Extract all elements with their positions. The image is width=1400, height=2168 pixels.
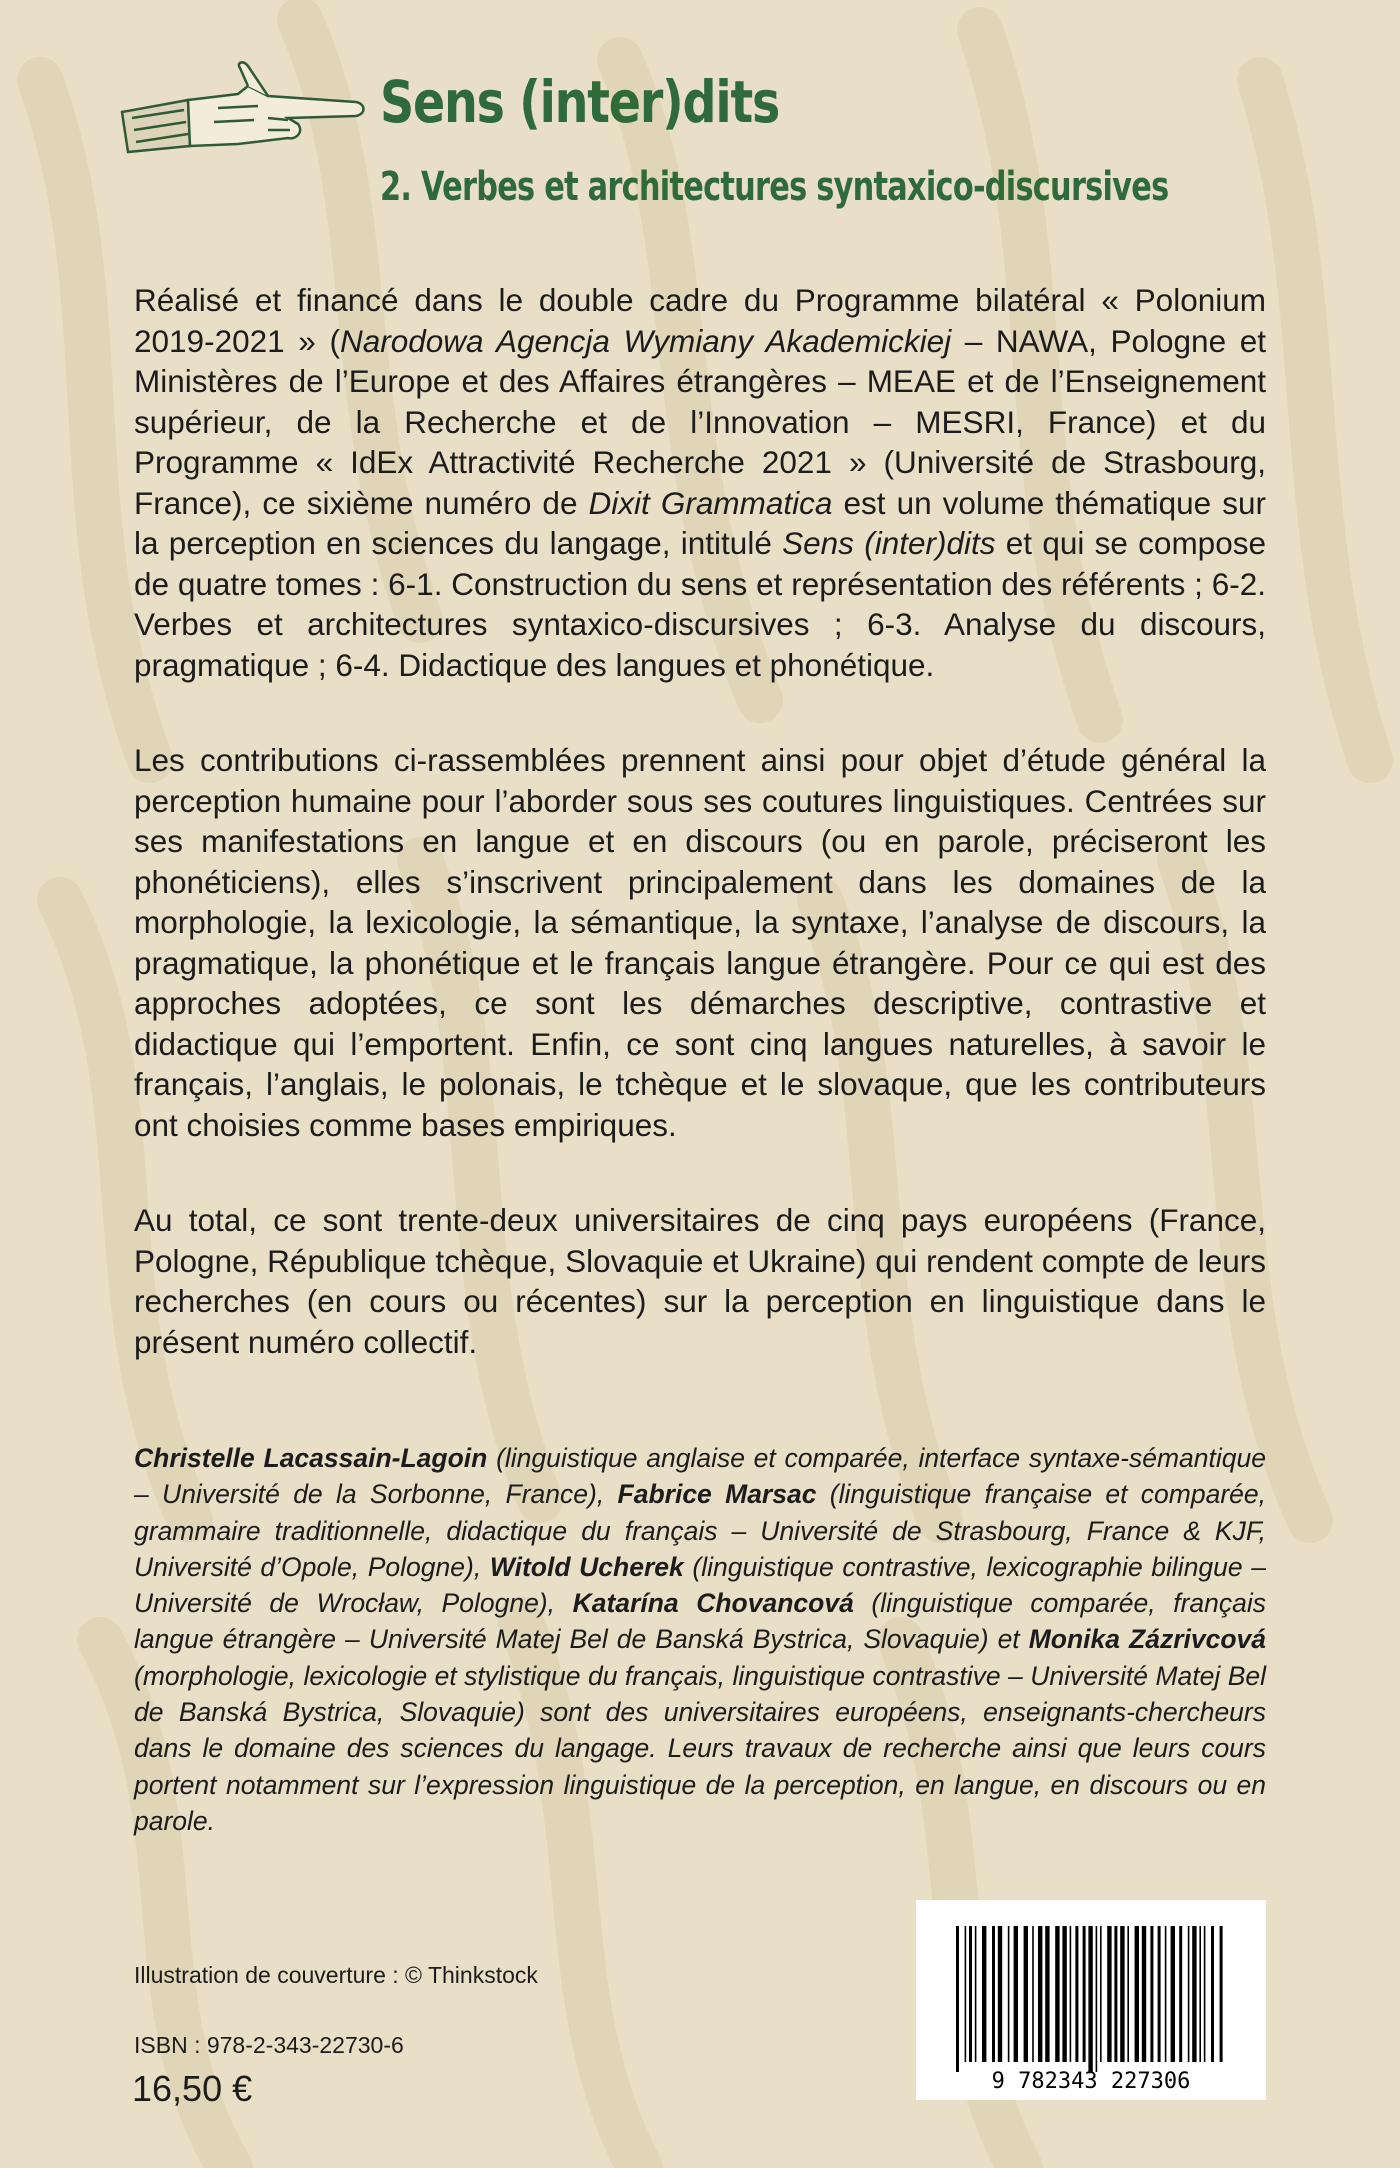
barcode-bar: [1100, 1926, 1102, 2062]
summary-paragraph-3: [134, 1200, 1266, 1362]
author-name: Fabrice Marsac: [617, 1479, 817, 1510]
barcode-bar: [1038, 1926, 1042, 2062]
text-run: Les contributions ci-rassemblées prennent ainsi pour objet d’étude général la perception humaine pour l’aborder sous ses coutures linguistiques. Centrées sur ses manifestations en langue et en discours (ou en parole, préciseront les phonéticiens), elles s’inscrivent principalement dans les domaines de la morphologie, la lexicologie, la sémantique, la syntaxe, l’analyse de discours, la pragmatique, la phonétique et le français langue étrangère. Pour ce qui est des approches adoptées, ce sont les démarches descriptive, contrastive et didactique qui l’emportent. Enfin, ce sont cinq langues naturelles, à savoir le français, l’anglais, le polonais, le tchèque et le slovaque, que les contributeurs ont choisies comme bases empiriques.: [134, 742, 1266, 1143]
text-run: (linguistique anglaise et comparée, interface syntaxe-sémantique – Université de la Sorbonne, France),: [134, 1443, 1266, 1510]
barcode-bar: [1188, 1926, 1190, 2062]
barcode-bar: [1045, 1926, 1049, 2062]
barcode-bar: [992, 1926, 995, 2062]
text-run: est un volume thématique sur la perception en sciences du langage, intitulé: [134, 484, 1266, 561]
text-run: (linguistique contrastive, lexicographie bilingue – Université de Wrocław, Pologne),: [134, 1551, 1267, 1619]
barcode-bar: [1142, 1926, 1146, 2062]
text-run: (linguistique comparée, français langue étrangère – Université Matej Bel de Banská Bystrica, Slovaquie) et: [134, 1588, 1266, 1655]
italic-text: Sens (inter)dits: [782, 525, 996, 561]
book-title: Sens (inter)dits: [380, 68, 780, 136]
barcode-bar: [1014, 1926, 1018, 2062]
italic-text: Dixit Grammatica: [588, 484, 833, 521]
author-name: Christelle Lacassain-Lagoin: [134, 1443, 488, 1473]
barcode-bar: [1083, 1926, 1086, 2062]
barcode-bar: [1062, 1926, 1066, 2062]
barcode-bar: [1211, 1926, 1214, 2062]
barcode-bar: [1165, 1926, 1167, 2062]
barcode-bar: [1220, 1926, 1223, 2062]
text-run: (linguistique française et comparée, grammaire traditionnelle, didactique du français – Université de Strasbourg, France & KJF, Université d’Opole, Pologne),: [134, 1479, 1266, 1582]
barcode-bar: [1204, 1926, 1206, 2062]
text-run: Réalisé et financé dans le double cadre du Programme bilatéral « Polonium 2019-2021 » (: [134, 282, 1266, 359]
barcode-bar: [1008, 1926, 1010, 2062]
barcode-bar: [1158, 1926, 1161, 2062]
barcode-bar: [1096, 1926, 1098, 2072]
barcode-bar: [1171, 1926, 1175, 2062]
barcode-bar: [1135, 1926, 1139, 2062]
barcode-bar: [1199, 1926, 1201, 2062]
barcode-bar: [998, 1926, 1002, 2062]
cover-illustration-credit: Illustration de couverture : © Thinkstock: [134, 1962, 538, 1988]
summary-paragraph-1: [134, 280, 1266, 685]
barcode-bar: [1075, 1926, 1078, 2062]
author-name: Witold Ucherek: [489, 1551, 684, 1582]
barcode-digits: 9 782343 227306: [991, 2069, 1191, 2094]
text-run: – NAWA, Pologne et Ministères de l’Europe et des Affaires étrangères – MEAE et de l’Enseignement supérieur, de la Recherche et de l’Innovation – MESRI, France) et du Programme « IdEx Attractivité Recherche 2021 » (Université de Strasbourg, France), ce sixième numéro de: [134, 322, 1267, 521]
italic-text: Narodowa Agencja Wymiany Akademickiej: [339, 322, 952, 359]
summary-paragraph-2: [134, 740, 1266, 1145]
text-run: (morphologie, lexicologie et stylistique du français, linguistique contrastive – Université Matej Bel de Banská Bystrica, Slovaquie) sont des universitaires européens, enseignants-chercheurs dans le domaine des sciences du langage. Leurs travaux de recherche ainsi que leurs cours portent notamment sur l’expression linguistique de la perception, en langue, en discours ou en parole.: [134, 1660, 1266, 1836]
barcode-bar: [1024, 1926, 1028, 2062]
author-name: Katarína Chovancová: [572, 1588, 854, 1619]
barcode-bar: [1070, 1926, 1072, 2062]
barcode-bar: [956, 1926, 959, 2072]
barcode-bar: [1127, 1926, 1129, 2062]
text-run: Au total, ce sont trente-deux universitaires de cinq pays européens (France, Pologne, République tchèque, Slovaquie et Ukraine) qui rendent compte de leurs recherches (en cours ou récentes) sur la perception en linguistique dans le présent numéro collectif.: [134, 1202, 1266, 1360]
pointing-hand-icon: [118, 60, 368, 160]
text-run: et qui se compose de quatre tomes : 6-1. Construction du sens et représentation des référents ; 6-2. Verbes et architectures syntaxico-discursives ; 6-3. Analyse du discours, pragmatique ; 6-4. Didactique des langues et phonétique.: [134, 525, 1266, 683]
price: 16,50 €: [132, 2068, 253, 2109]
barcode-bar: [965, 1926, 967, 2062]
barcode-bar: [1088, 1926, 1092, 2072]
barcode-bar: [1114, 1926, 1117, 2062]
barcode-bar: [1120, 1926, 1124, 2062]
barcode-bar: [1192, 1926, 1196, 2062]
book-subtitle: 2. Verbes et architectures syntaxico-discursives: [380, 164, 1169, 210]
barcode: [916, 1900, 1266, 2100]
barcode-bar: [1107, 1926, 1111, 2062]
barcode-bar: [1032, 1926, 1034, 2062]
author-name: Monika Zázrivcová: [1028, 1624, 1267, 1655]
barcode-bar: [1179, 1926, 1182, 2062]
barcode-bar: [975, 1926, 977, 2062]
authors-biography: [134, 1440, 1266, 1839]
isbn-number: ISBN : 978-2-343-22730-6: [134, 2032, 404, 2058]
barcode-bar: [969, 1926, 972, 2062]
barcode-bar: [982, 1926, 986, 2062]
barcode-bar: [1150, 1926, 1153, 2062]
barcode-bar: [1055, 1926, 1059, 2062]
